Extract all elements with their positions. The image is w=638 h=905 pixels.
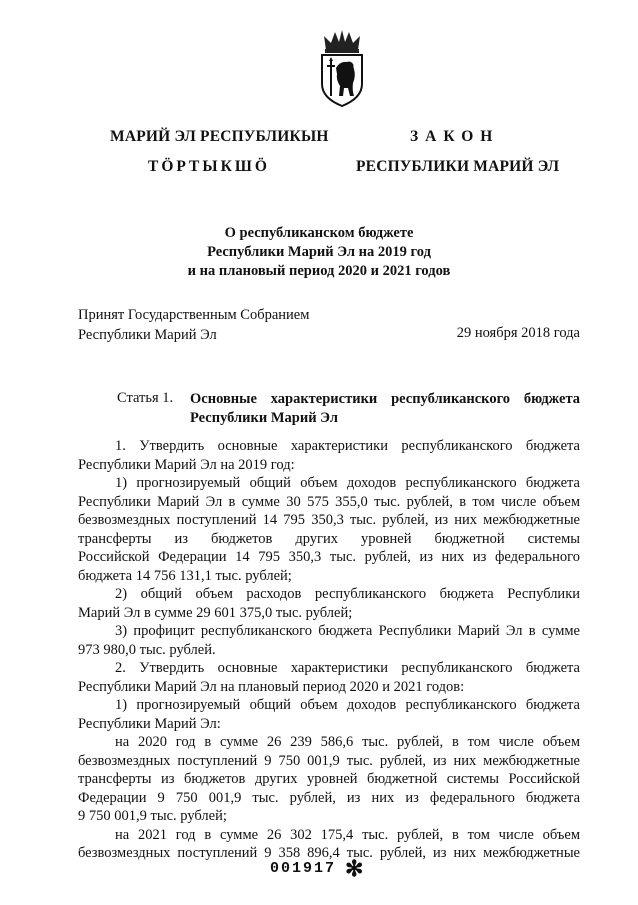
body-line: бюджета 14 756 131,1 тыс. рублей; <box>78 567 292 584</box>
article-number: Статья 1. <box>117 390 174 406</box>
body-line: на 2020 год в сумме 26 239 586,6 тыс. рублей, в том числе объем <box>115 734 580 750</box>
body-line: трансферты из бюджетов других уровней бюджетной системы <box>78 530 580 547</box>
body-line: 1) прогнозируемый общий объем доходов республиканского бюджета <box>115 697 580 713</box>
adoption-line2: Республики Марий Эл <box>78 327 217 343</box>
body-line: 1. Утвердить основные характеристики республиканского бюджета <box>115 438 580 454</box>
body-line: безвозмездных поступлений 9 358 896,4 тыс. рублей, из них межбюджетные <box>78 845 580 861</box>
body-line: Республики Марий Эл в сумме 30 575 355,0 тыс. рублей, в том числе объем <box>78 493 580 510</box>
body-line: Федерации 9 750 001,9 тыс. рублей, из них из федерального бюджета <box>78 789 580 806</box>
body-line: Республики Марий Эл: <box>78 715 221 732</box>
body-line: Российской Федерации 14 795 350,3 тыс. рублей, из них из федерального <box>78 549 580 565</box>
body-line: 973 980,0 тыс. рублей. <box>78 641 216 658</box>
coat-of-arms-emblem <box>316 28 368 108</box>
body-line: 9 750 001,9 тыс. рублей; <box>78 808 227 824</box>
body-line: безвозмездных поступлений 9 750 001,9 тыс. рублей, из них межбюджетные <box>78 752 580 769</box>
law-title-line: О республиканском бюджете <box>224 225 414 241</box>
header-right-line1: ЗАКОН <box>410 128 500 145</box>
adoption-line1: Принят Государственным Собранием <box>78 307 310 323</box>
body-line: Республики Марий Эл на плановый период 2020 и 2021 годов: <box>78 678 465 695</box>
article-body <box>78 437 580 863</box>
header-left-line1: МАРИЙ ЭЛ РЕСПУБЛИКЫН <box>110 128 329 145</box>
body-line: 2. Утвердить основные характеристики республиканского бюджета <box>115 660 580 676</box>
header-left-line2: ТӦРТЫКШӦ <box>148 158 270 175</box>
body-line: 1) прогнозируемый общий объем доходов республиканского бюджета <box>115 475 580 491</box>
adoption-block <box>78 305 309 345</box>
body-line: Марий Эл в сумме 29 601 375,0 тыс. рублей; <box>78 604 353 621</box>
body-line: 3) профицит республиканского бюджета Республики Марий Эл в сумме <box>115 623 580 639</box>
body-line: 2) общий объем расходов республиканского бюджета Республики <box>115 586 580 602</box>
law-title-line: Республики Марий Эл на 2019 год <box>207 244 431 260</box>
adoption-date: 29 ноября 2018 года <box>456 325 580 341</box>
serial-number: 001917 <box>270 860 337 877</box>
body-line: трансферты из бюджетов других уровней бюджетной системы Российской <box>78 771 580 787</box>
law-title <box>0 224 638 281</box>
law-title-line: и на плановый период 2020 и 2021 годов <box>187 263 451 279</box>
asterisk-mark: ✻ <box>345 856 364 881</box>
body-line: безвозмездных поступлений 14 795 350,3 тыс. рублей, из них межбюджетные <box>78 512 580 528</box>
body-line: Республики Марий Эл на 2019 год: <box>78 456 295 473</box>
header-right-line2: РЕСПУБЛИКИ МАРИЙ ЭЛ <box>356 158 560 175</box>
body-line: на 2021 год в сумме 26 302 175,4 тыс. рублей, в том числе объем <box>115 826 580 843</box>
article-title: Основные характеристики республиканского бюджета Республики Марий Эл <box>190 391 580 426</box>
